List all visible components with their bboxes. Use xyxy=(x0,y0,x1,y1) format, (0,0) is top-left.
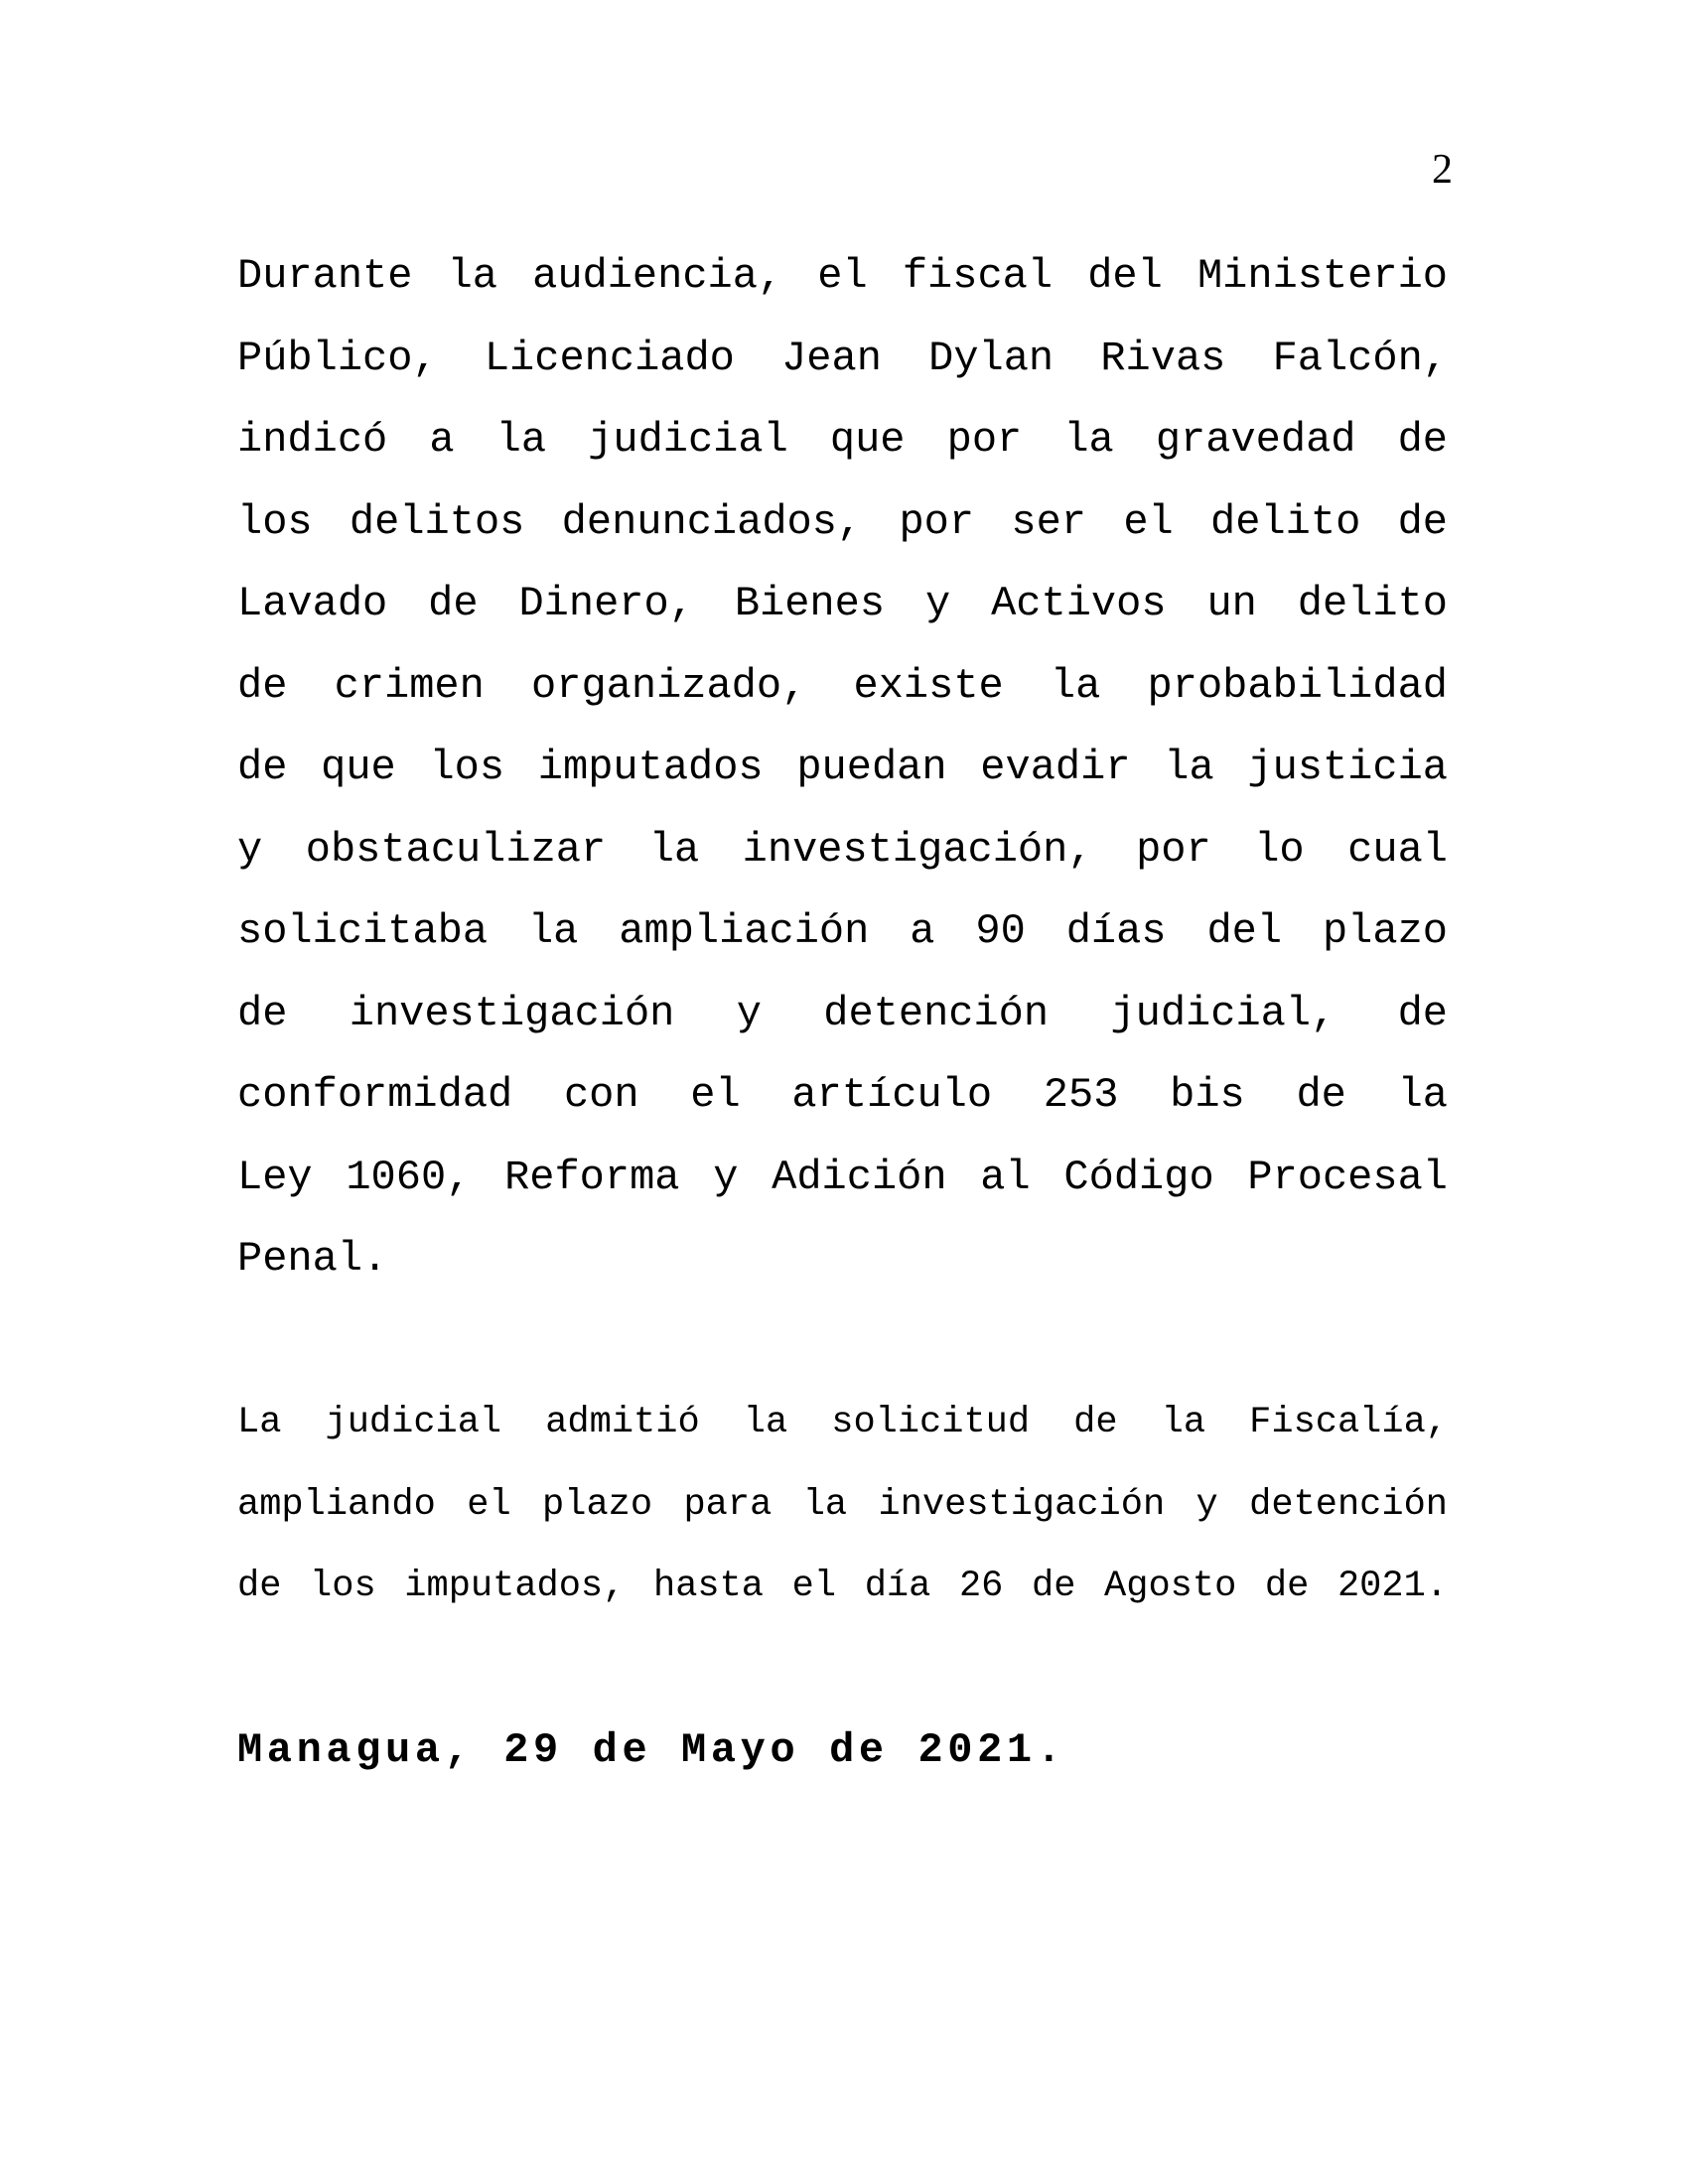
text-line: Ley 1060, Reforma y Adición al Código Procesal xyxy=(237,1153,1448,1201)
text-line: conformidad con el artículo 253 bis de la xyxy=(237,1071,1448,1119)
paragraph-judicial-ruling xyxy=(237,1382,1448,1628)
text-line: Durante la audiencia, el fiscal del Ministerio xyxy=(237,252,1448,300)
paragraph-fiscal-request xyxy=(237,235,1448,1300)
text-line: de investigación y detención judicial, de xyxy=(237,989,1448,1037)
text-line: indicó a la judicial que por la gravedad de xyxy=(237,416,1448,464)
text-line: de crimen organizado, existe la probabilidad xyxy=(237,661,1448,710)
document-body xyxy=(237,235,1448,1792)
text-line: y obstaculizar la investigación, por lo cual xyxy=(237,825,1448,874)
text-line: los delitos denunciados, por ser el delito de xyxy=(237,497,1448,546)
text-line: de que los imputados puedan evadir la justicia xyxy=(237,744,1448,791)
text-line: Público, Licenciado Jean Dylan Rivas Falcón, xyxy=(237,334,1448,382)
text-line: ampliando el plazo para la investigación y detención xyxy=(237,1483,1448,1526)
text-line: solicitaba la ampliación a 90 días del plazo xyxy=(237,907,1448,955)
page-number: 2 xyxy=(1432,147,1453,193)
place-date-line: Managua, 29 de Mayo de 2021. xyxy=(237,1726,1066,1774)
text-line: Penal. xyxy=(237,1235,388,1283)
text-line: La judicial admitió la solicitud de la Fiscalía, xyxy=(237,1402,1448,1443)
text-line: Lavado de Dinero, Bienes y Activos un delito xyxy=(237,580,1448,627)
text-line: de los imputados, hasta el día 26 de Agosto de 2021. xyxy=(237,1566,1448,1607)
